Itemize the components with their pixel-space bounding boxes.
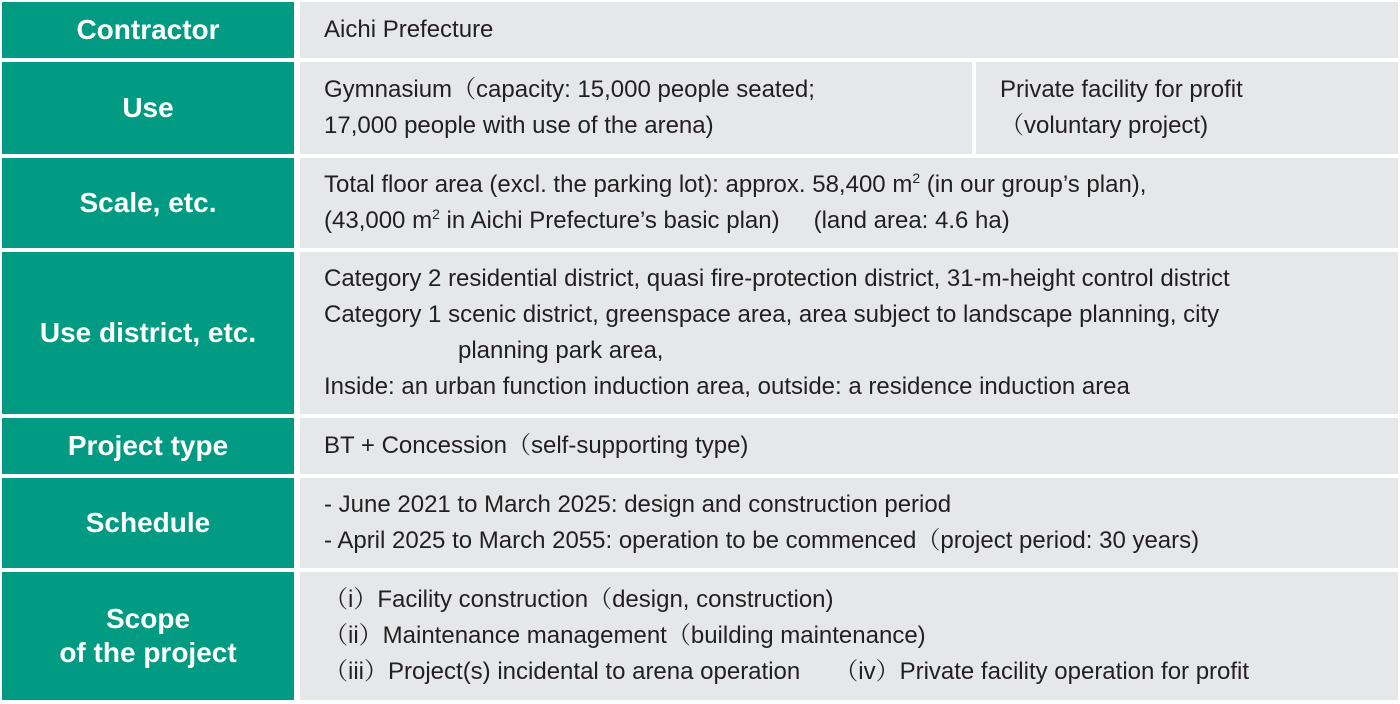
row-label: Use district, etc. (2, 252, 294, 414)
row-value-use: Gymnasium（capacity: 15,000 people seated; 17,000 people with use of the arena) (300, 62, 972, 154)
row-value-facility: Private facility for profit （voluntary project) (976, 62, 1398, 154)
row-label: Scope of the project (2, 572, 294, 700)
row-label: Schedule (2, 478, 294, 568)
row-value: BT + Concession（self-supporting type) (300, 418, 1398, 474)
row-value: Total floor area (excl. the parking lot): approx. 58,400 $m^2$ (in our group’s plan), (43,000 $m^2$ in Aichi Prefecture’s basic plan) (land area: 4.6 ha) (300, 158, 1398, 248)
row-use (0, 62, 1400, 154)
row-contractor (0, 2, 1400, 58)
row-district (0, 252, 1400, 414)
row-label: Contractor (2, 2, 294, 58)
row-schedule (0, 478, 1400, 568)
row-label: Use (2, 62, 294, 154)
row-label: Project type (2, 418, 294, 474)
row-label: Scale, etc. (2, 158, 294, 248)
row-scale (0, 158, 1400, 248)
row-value: - June 2021 to March 2025: design and construction period - April 2025 to March 2055: operation to be commenced（project period: 30 years) (300, 478, 1398, 568)
row-scope (0, 572, 1400, 700)
row-value: Aichi Prefecture (300, 2, 1398, 58)
row-project-type (0, 418, 1400, 474)
row-value: Category 2 residential district, quasi fire-protection district, 31-m-height control district Category 1 scenic district, greenspace area, area subject to landscape planning, city planning park area, Inside: an urban function induction area, outside: a residence induction area (300, 252, 1398, 414)
row-value: （i）Facility construction（design, construction) （ii）Maintenance management（building maintenance) （iii）Project(s) incidental to arena operation （iv）Private facility operation for profit (300, 572, 1398, 700)
